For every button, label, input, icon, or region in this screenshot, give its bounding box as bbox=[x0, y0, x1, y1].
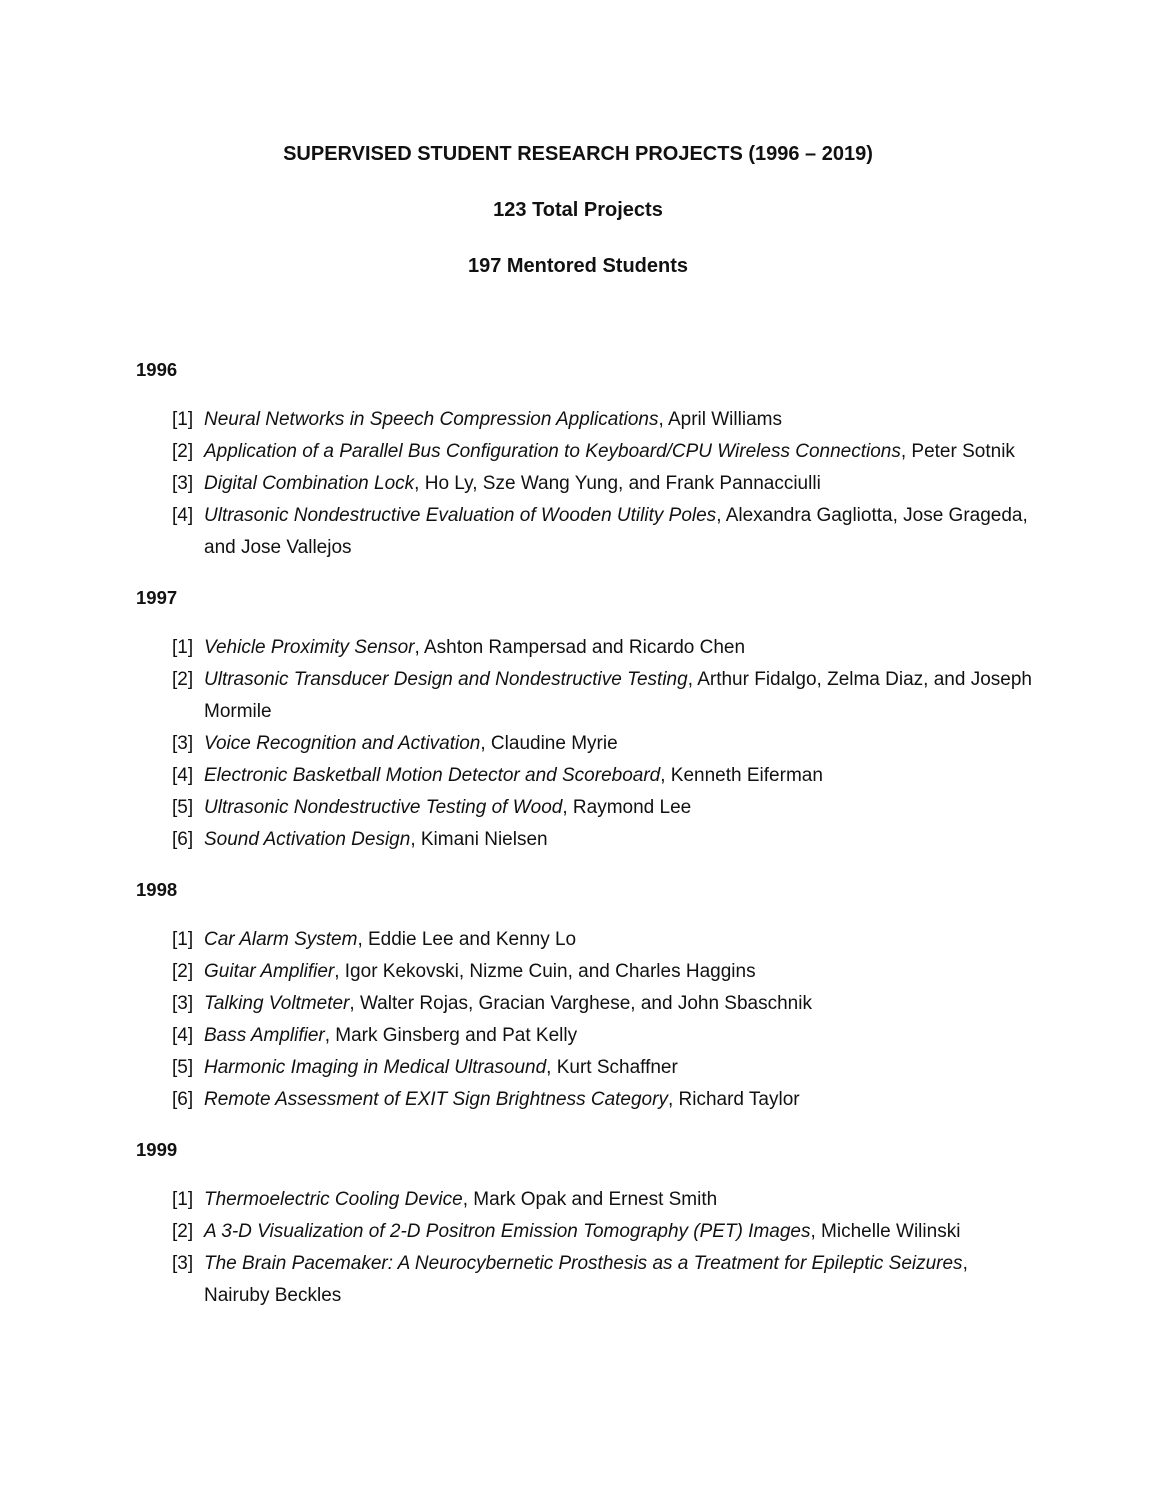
entry-number: [5] bbox=[172, 1057, 194, 1078]
entry-number: [2] bbox=[172, 1221, 194, 1242]
project-entry bbox=[136, 1216, 1034, 1248]
project-authors: , Eddie Lee and Kenny Lo bbox=[357, 929, 577, 950]
year-heading: 1997 bbox=[136, 587, 178, 608]
project-authors: , Igor Kekovski, Nizme Cuin, and Charles Haggins bbox=[334, 961, 756, 982]
project-title: Neural Networks in Speech Compression Applications bbox=[204, 409, 659, 430]
project-title: Talking Voltmeter bbox=[204, 993, 350, 1014]
project-authors: , Kenneth Eiferman bbox=[660, 765, 823, 786]
project-entry bbox=[136, 1052, 1034, 1084]
year-section bbox=[136, 584, 1036, 856]
entry-number: [2] bbox=[172, 441, 194, 462]
project-authors: , Mark Ginsberg and Pat Kelly bbox=[324, 1025, 578, 1046]
year-section bbox=[136, 876, 1036, 1116]
entry-number: [1] bbox=[172, 637, 194, 658]
project-authors: , Peter Sotnik bbox=[900, 441, 1015, 462]
project-authors: , Michelle Wilinski bbox=[810, 1221, 961, 1242]
entry-number: [1] bbox=[172, 1189, 194, 1210]
entry-number: [2] bbox=[172, 961, 194, 982]
entry-number: [5] bbox=[172, 797, 194, 818]
year-section bbox=[136, 1136, 1036, 1312]
project-title: The Brain Pacemaker: A Neurocybernetic Prosthesis as a Treatment for Epileptic Seizures bbox=[204, 1253, 963, 1274]
project-entry bbox=[136, 632, 1034, 664]
project-list bbox=[136, 632, 1036, 856]
project-entry bbox=[136, 1184, 1034, 1216]
project-authors: , Kimani Nielsen bbox=[410, 829, 548, 850]
project-title: Voice Recognition and Activation bbox=[204, 733, 481, 754]
project-entry bbox=[136, 436, 1034, 468]
project-title: Ultrasonic Nondestructive Evaluation of Wooden Utility Poles bbox=[204, 505, 717, 526]
project-authors: , April Williams bbox=[658, 409, 782, 430]
project-title: Sound Activation Design bbox=[204, 829, 411, 850]
project-authors: , Ho Ly, Sze Wang Yung, and Frank Pannacciulli bbox=[414, 473, 821, 494]
project-entry bbox=[136, 1020, 1034, 1052]
project-entry bbox=[136, 664, 1034, 728]
entry-number: [2] bbox=[172, 669, 194, 690]
project-entry bbox=[136, 760, 1034, 792]
project-entry bbox=[136, 1248, 1034, 1312]
project-title: Vehicle Proximity Sensor bbox=[204, 637, 415, 658]
project-entry bbox=[136, 404, 1034, 436]
total-projects-heading: 123 Total Projects bbox=[493, 199, 663, 221]
entry-number: [6] bbox=[172, 829, 194, 850]
project-list bbox=[136, 404, 1036, 564]
entry-number: [1] bbox=[172, 409, 194, 430]
entry-number: [3] bbox=[172, 733, 194, 754]
project-authors: , Raymond Lee bbox=[562, 797, 692, 818]
project-entry bbox=[136, 956, 1034, 988]
project-title: Application of a Parallel Bus Configuration to Keyboard/CPU Wireless Connections bbox=[204, 441, 901, 462]
project-entry bbox=[136, 824, 1034, 856]
project-authors: , Alexandra Gagliotta, Jose Grageda, and Jose Vallejos bbox=[204, 505, 1028, 558]
entry-number: [6] bbox=[172, 1089, 194, 1110]
project-title: Bass Amplifier bbox=[204, 1025, 325, 1046]
project-entry bbox=[136, 792, 1034, 824]
entry-number: [3] bbox=[172, 1253, 194, 1274]
entry-number: [4] bbox=[172, 505, 194, 526]
project-authors: , Mark Opak and Ernest Smith bbox=[462, 1189, 718, 1210]
project-entry bbox=[136, 500, 1034, 564]
project-authors: , Ashton Rampersad and Ricardo Chen bbox=[414, 637, 746, 658]
entry-number: [4] bbox=[172, 1025, 194, 1046]
entry-number: [4] bbox=[172, 765, 194, 786]
project-title: Harmonic Imaging in Medical Ultrasound bbox=[204, 1057, 547, 1078]
project-authors: , Walter Rojas, Gracian Varghese, and John Sbaschnik bbox=[349, 993, 812, 1014]
year-heading: 1998 bbox=[136, 879, 178, 900]
project-title: Guitar Amplifier bbox=[204, 961, 335, 982]
year-heading: 1999 bbox=[136, 1139, 178, 1160]
project-title: Electronic Basketball Motion Detector and Scoreboard bbox=[204, 765, 661, 786]
project-list bbox=[136, 924, 1036, 1116]
project-entry bbox=[136, 1084, 1034, 1116]
project-title: Thermoelectric Cooling Device bbox=[204, 1189, 463, 1210]
mentored-students-heading: 197 Mentored Students bbox=[467, 255, 689, 277]
project-list bbox=[136, 1184, 1036, 1312]
entry-number: [3] bbox=[172, 993, 194, 1014]
project-title: Digital Combination Lock bbox=[204, 473, 415, 494]
project-entry bbox=[136, 924, 1034, 956]
year-heading: 1996 bbox=[136, 359, 178, 380]
document-header bbox=[0, 140, 1156, 308]
project-authors: , Nairuby Beckles bbox=[204, 1253, 968, 1306]
project-title: Remote Assessment of EXIT Sign Brightness Category bbox=[204, 1089, 668, 1110]
entry-number: [1] bbox=[172, 929, 194, 950]
project-title: Ultrasonic Transducer Design and Nondestructive Testing bbox=[204, 669, 688, 690]
project-authors: , Claudine Myrie bbox=[480, 733, 618, 754]
project-authors: , Richard Taylor bbox=[667, 1089, 800, 1110]
project-title: Ultrasonic Nondestructive Testing of Wood bbox=[204, 797, 563, 818]
entry-number: [3] bbox=[172, 473, 194, 494]
project-entry bbox=[136, 988, 1034, 1020]
project-entry bbox=[136, 728, 1034, 760]
year-sections bbox=[136, 356, 1036, 1332]
year-section bbox=[136, 356, 1036, 564]
project-authors: , Kurt Schaffner bbox=[546, 1057, 678, 1078]
project-title: A 3-D Visualization of 2-D Positron Emission Tomography (PET) Images bbox=[204, 1221, 811, 1242]
project-entry bbox=[136, 468, 1034, 500]
project-title: Car Alarm System bbox=[204, 929, 358, 950]
project-authors: , Arthur Fidalgo, Zelma Diaz, and Joseph Mormile bbox=[204, 669, 1032, 722]
page-title: SUPERVISED STUDENT RESEARCH PROJECTS (1996 – 2019) bbox=[283, 143, 873, 165]
